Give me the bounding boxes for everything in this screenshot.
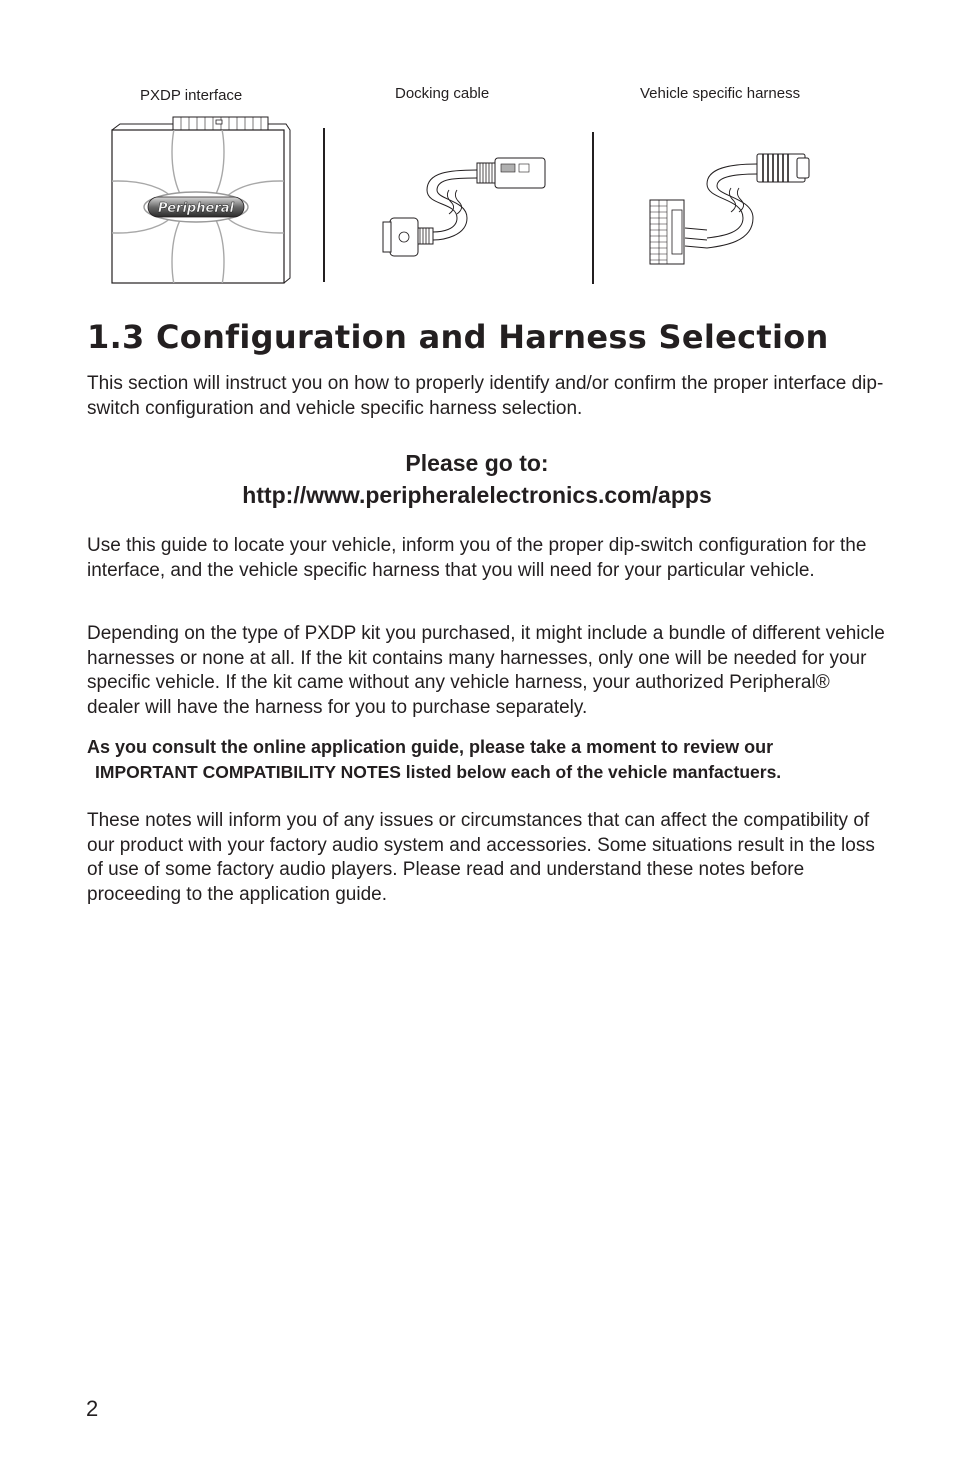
docking-cable-label: Docking cable xyxy=(395,85,490,102)
intro-paragraph: This section will instruct you on how to properly identify and/or confirm the proper interface dip-switch configuration and vehicle specific harness selection. xyxy=(87,373,884,419)
goto-heading: Please go to: xyxy=(405,450,549,476)
docking-cable-illustration xyxy=(375,150,555,260)
pxdp-interface-label: PXDP interface xyxy=(140,87,243,104)
figure-divider-2 xyxy=(592,132,594,284)
vehicle-harness-label: Vehicle specific harness xyxy=(640,85,801,102)
compatibility-notice xyxy=(87,735,887,785)
compatibility-notice-line-2: IMPORTANT COMPATIBILITY NOTES listed below each of the vehicle manfactuers. xyxy=(95,762,782,782)
section-title: 1.3 Configuration and Harness Selection xyxy=(87,318,829,356)
peripheral-logo-text: Peripheral xyxy=(158,201,234,216)
pxdp-interface-illustration xyxy=(108,112,293,287)
kit-paragraph: Depending on the type of PXDP kit you purchased, it might include a bundle of different vehicle harnesses or none at all. If the kit contains many harnesses, only one will be needed for your specific vehicle. If the kit came without any vehicle harness, your authorized Peripheral® dealer will have the harness for you to purchase separately. xyxy=(87,623,885,718)
guide-paragraph: Use this guide to locate your vehicle, inform you of the proper dip-switch configuration for the interface, and the vehicle specific harness that you will need for your particular vehicle. xyxy=(87,535,867,581)
vehicle-harness-illustration xyxy=(645,148,820,268)
compatibility-notice-line-1: As you consult the online application guide, please take a moment to review our xyxy=(87,737,774,757)
page-number: 2 xyxy=(86,1396,99,1421)
apps-url: http://www.peripheralelectronics.com/apps xyxy=(242,482,712,508)
notes-paragraph: These notes will inform you of any issues or circumstances that can affect the compatibility of our product with your factory audio system and accessories. Some situations result in the loss of use of some factory audio players. Please read and understand these notes before proceeding to the application guide. xyxy=(87,810,875,905)
figure-divider-1 xyxy=(323,128,325,282)
